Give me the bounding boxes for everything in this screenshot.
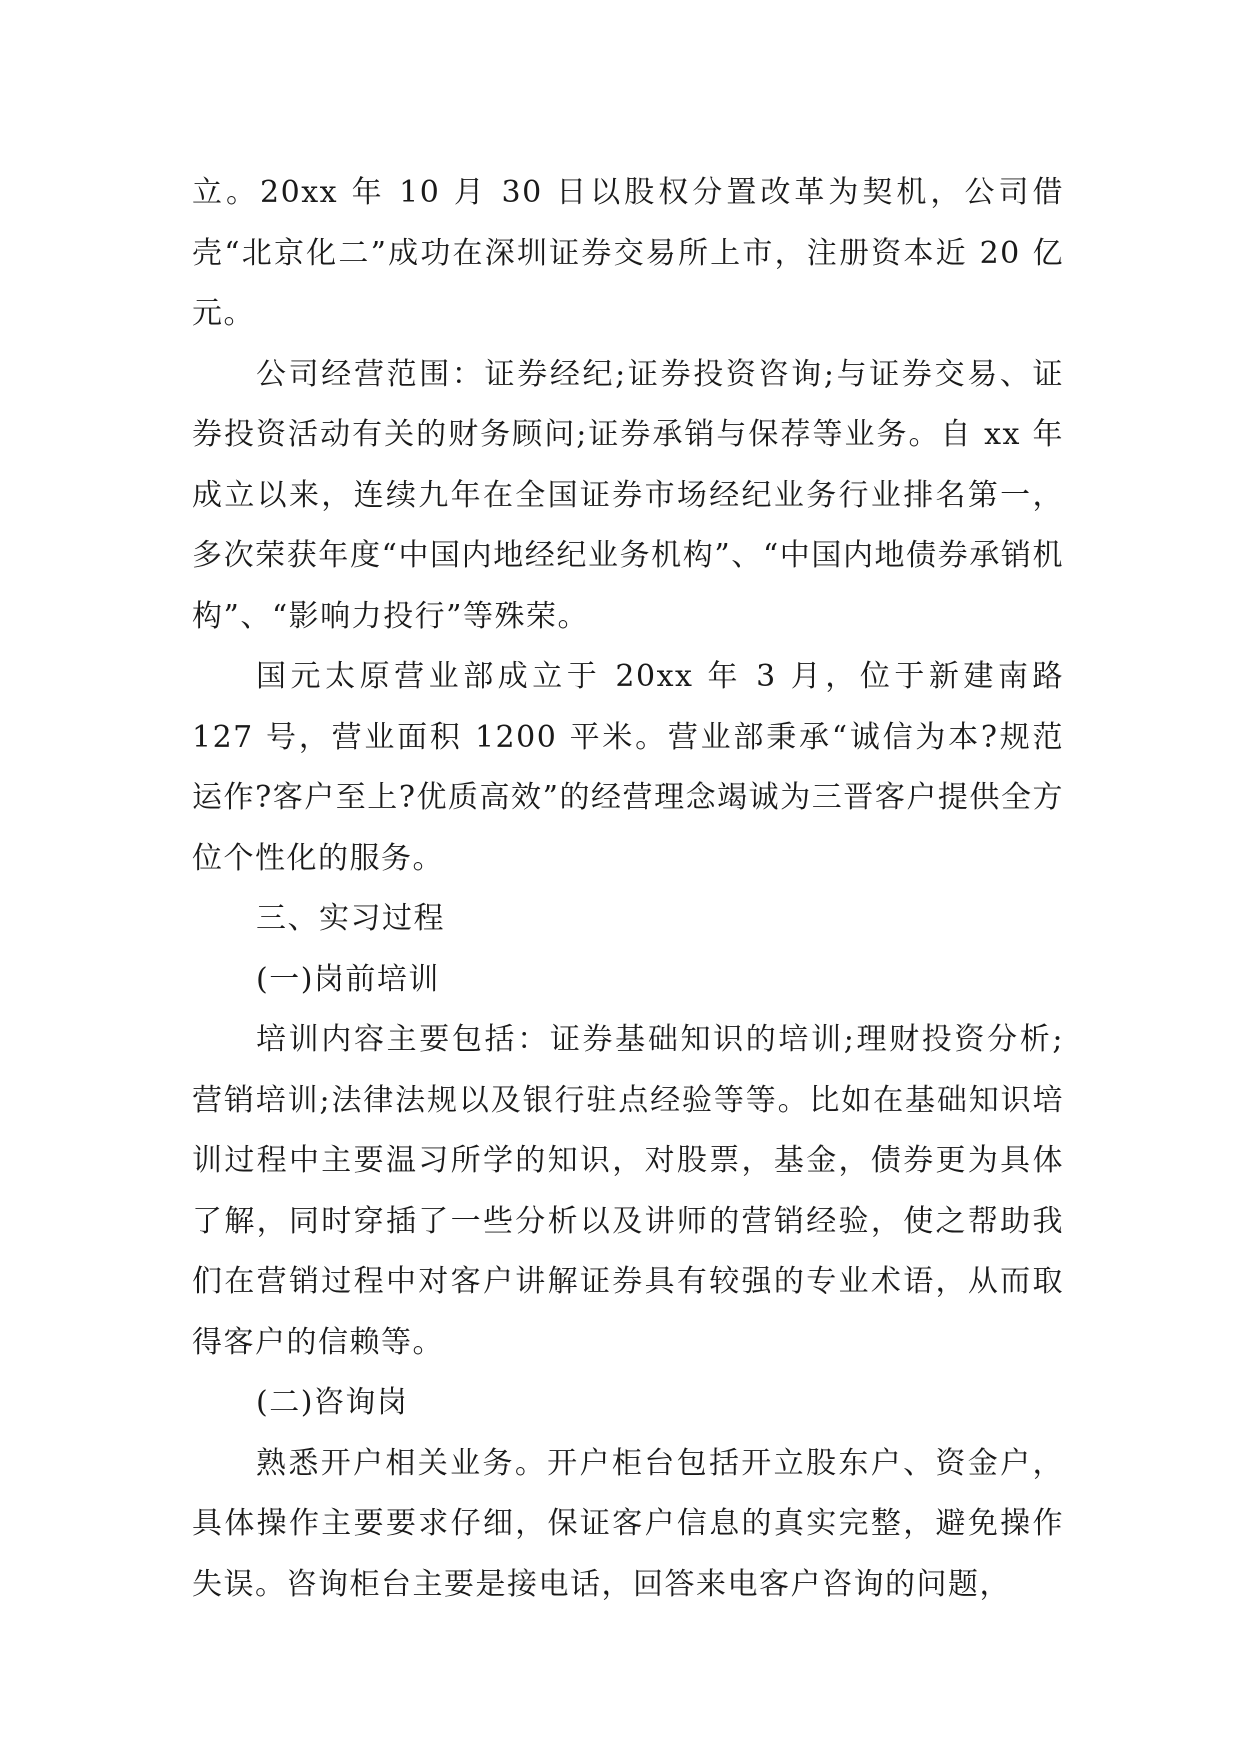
section-heading-internship-process: 三、实习过程 (256, 901, 445, 936)
document-body (192, 163, 1064, 1615)
paragraph-taiyuan-branch: 国元太原营业部成立于 20xx 年 3 月，位于新建南路 127 号，营业面积 1200 平米。营业部秉承“诚信为本?规范运作?客户至上?优质高效”的经营理念竭诚为三晋客户提供全方位个性化的服务。 (192, 659, 1064, 876)
subsection-heading-consulting-post: (二)咨询岗 (256, 1385, 409, 1420)
paragraph-business-scope: 公司经营范围：证券经纪;证券投资咨询;与证券交易、证券投资活动有关的财务顾问;证券承销与保荐等业务。自 xx 年成立以来，连续九年在全国证券市场经纪业务行业排名第一，多次荣获年度“中国内地经纪业务机构”、“中国内地债券承销机构”、“影响力投行”等殊荣。 (192, 356, 1064, 634)
paragraph-company-listing: 立。20xx 年 10 月 30 日以股权分置改革为契机，公司借壳“北京化二”成功在深圳证券交易所上市，注册资本近 20 亿元。 (192, 175, 1064, 331)
subsection-heading-pre-job-training: (一)岗前培训 (256, 961, 440, 997)
paragraph-training-content: 培训内容主要包括：证券基础知识的培训;理财投资分析;营销培训;法律法规以及银行驻点经验等等。比如在基础知识培训过程中主要温习所学的知识，对股票，基金，债券更为具体了解，同时穿插了一些分析以及讲师的营销经验，使之帮助我们在营销过程中对客户讲解证券具有较强的专业术语，从而取得客户的信赖等。 (192, 1022, 1064, 1360)
paragraph-account-business: 熟悉开户相关业务。开户柜台包括开立股东户、资金户，具体操作主要要求仔细，保证客户信息的真实完整，避免操作失误。咨询柜台主要是接电话，回答来电客户咨询的问题， (192, 1445, 1064, 1602)
